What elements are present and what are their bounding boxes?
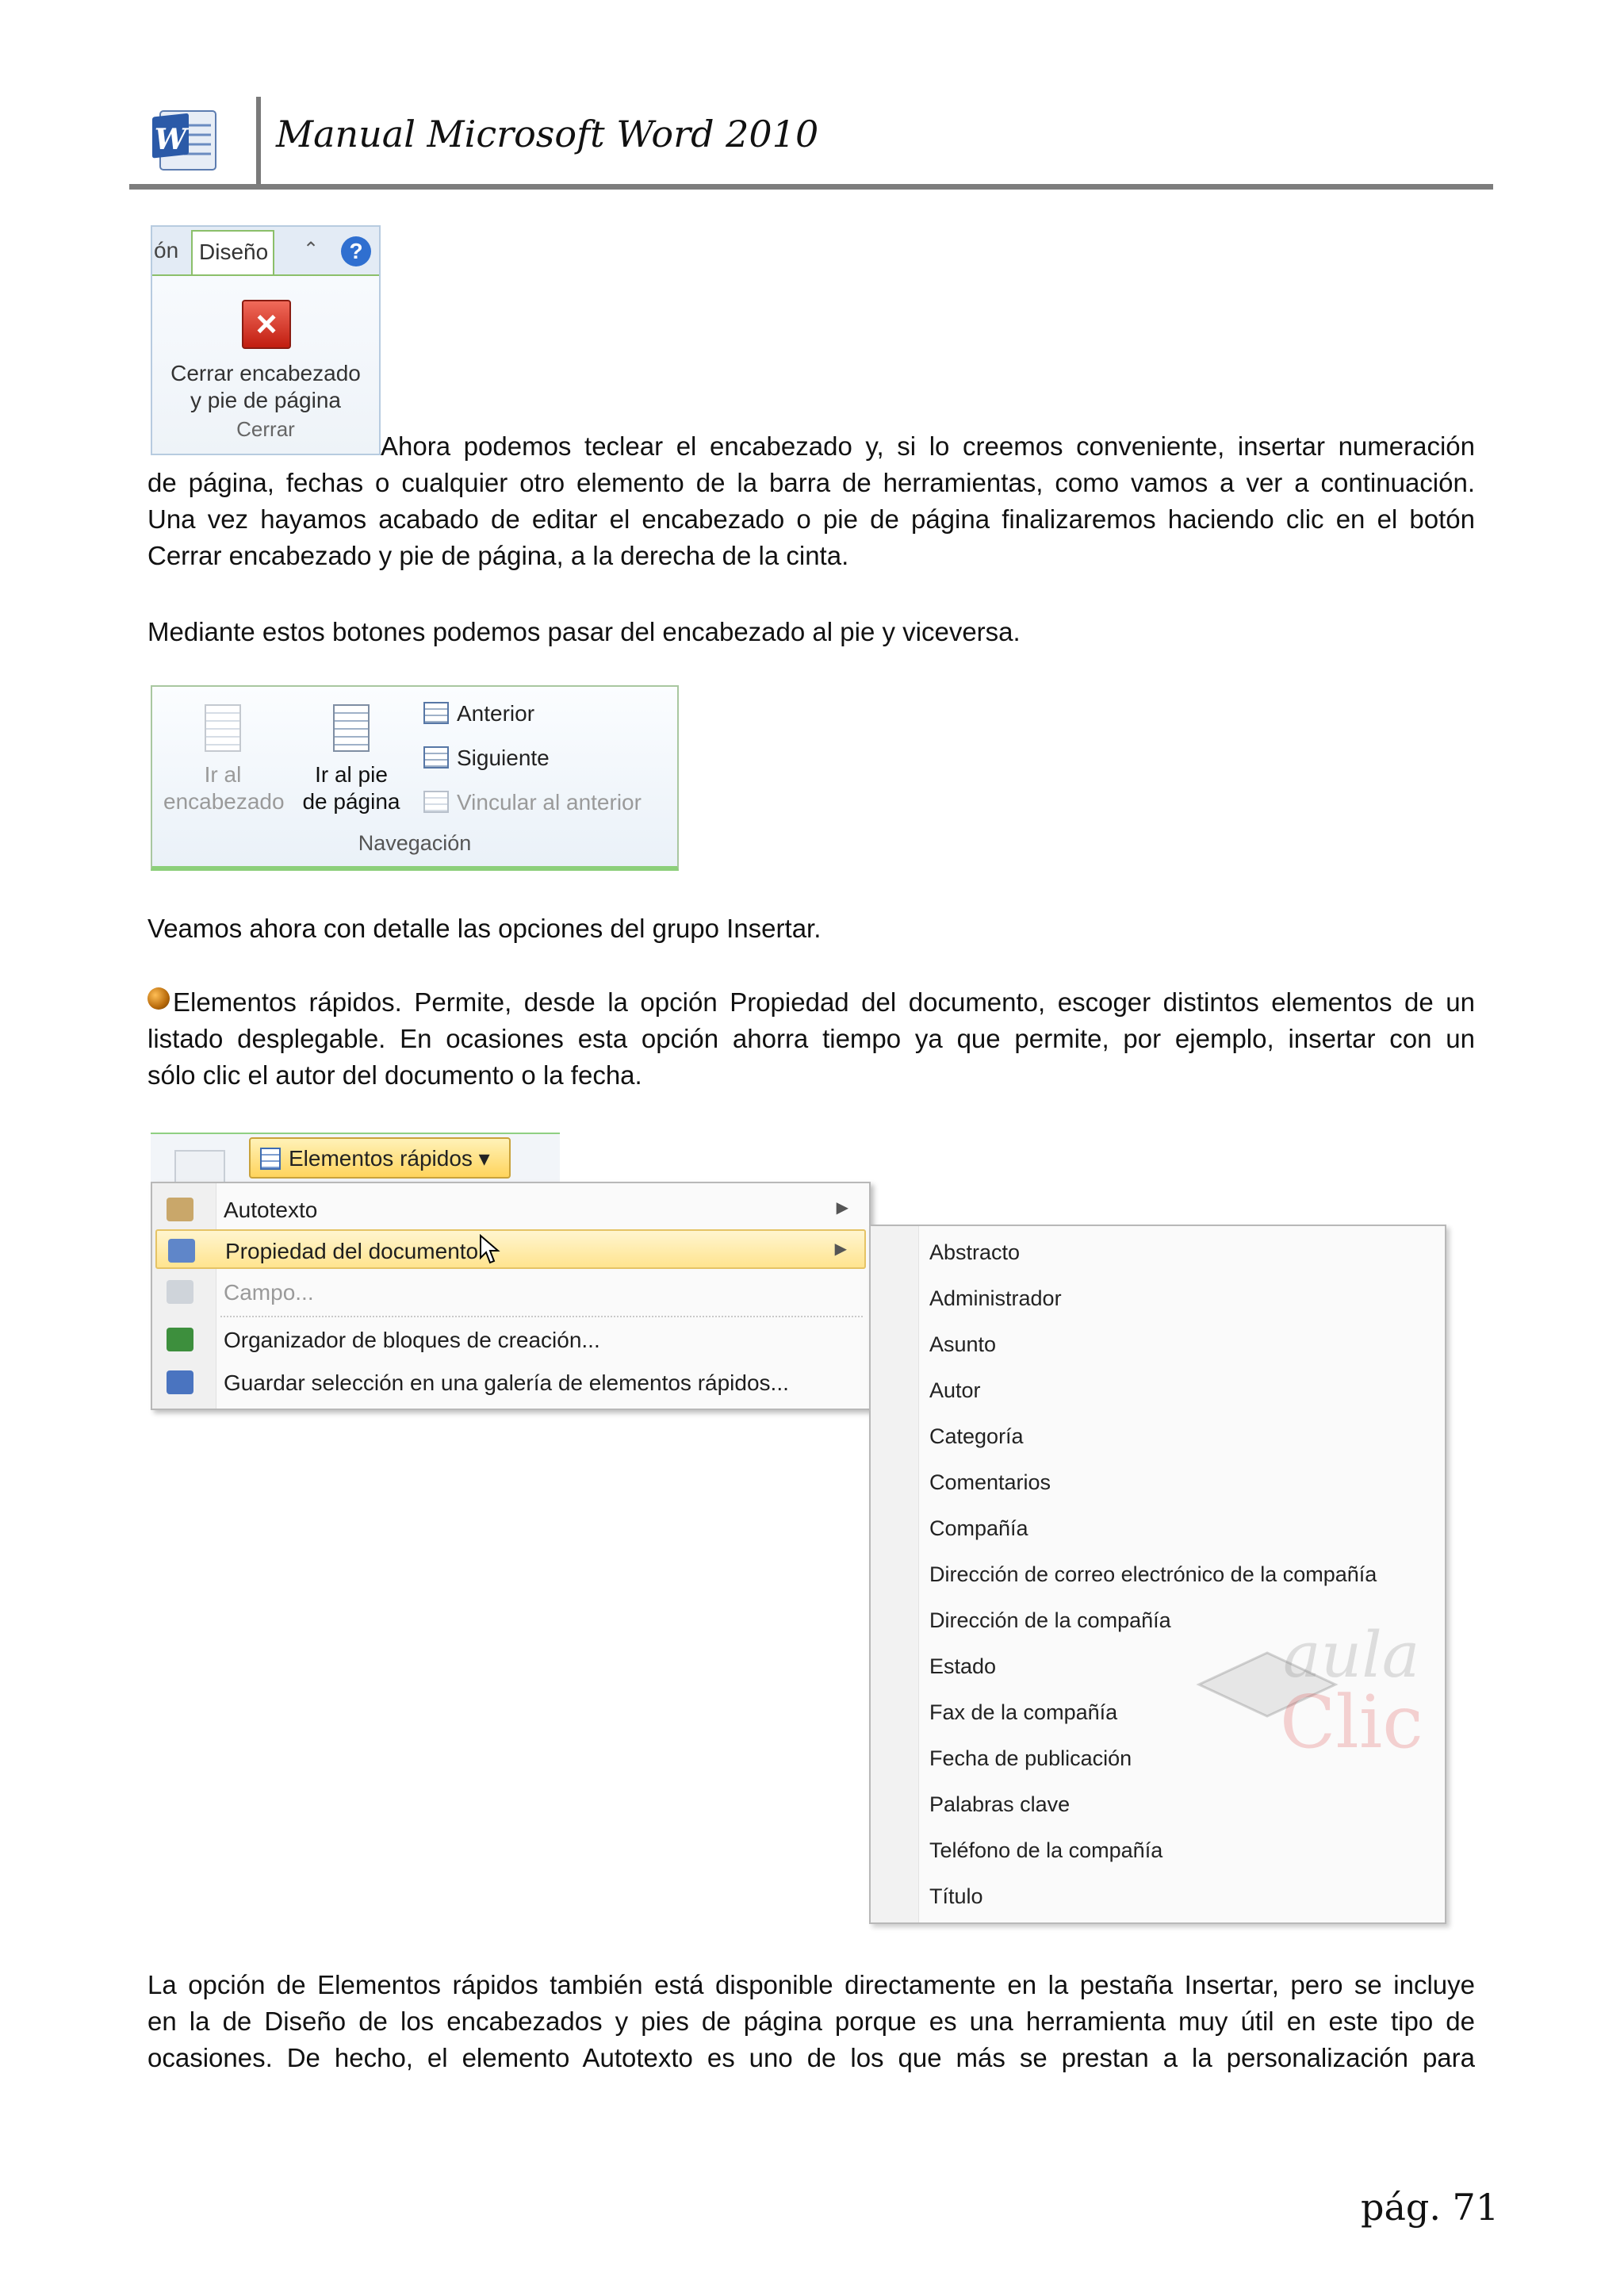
next-label: Siguiente [457,746,550,770]
document-property-submenu [869,1225,1446,1924]
menu-item-autotexto[interactable] [155,1190,866,1229]
menu-item-propiedad-documento[interactable] [155,1229,866,1269]
text-line: ocasiones. De hecho, el elemento Autotexto es uno de los que más se prestan a la personalización para [147,2043,1475,2072]
text-line: Una vez hayamos acabado de editar el encabezado o pie de página finalizaremos haciendo clic en el botón [147,504,1475,534]
go-to-header-line2: encabezado [163,789,285,814]
watermark-aula: aula [1283,1618,1420,1692]
next-section-icon [423,746,449,769]
paragraph-1 [147,465,1475,574]
previous-button[interactable] [423,701,534,726]
document-property-icon [168,1239,195,1263]
paragraph-5 [147,1967,1475,2076]
text-line: listado desplegable. En ocasiones esta opción ahorra tiempo ya que permite, por ejemplo, insertar con un [147,1024,1475,1053]
field-icon [167,1280,193,1304]
text-line: Cerrar encabezado y pie de página, a la derecha de la cinta. [147,541,849,570]
submenu-item[interactable]: Título [929,1884,983,1908]
text-line: Elementos rápidos. Permite, desde la opción Propiedad del documento, escoger distintos elementos de un [173,987,1475,1017]
link-to-previous-button[interactable] [423,790,642,815]
quick-parts-icon [260,1148,281,1170]
tab-diseno[interactable]: Diseño [191,230,274,274]
tab-previous[interactable]: ón [154,238,179,263]
close-header-footer-icon[interactable]: × [242,300,291,349]
quick-parts-button[interactable]: Elementos rápidos ▾ [249,1137,511,1179]
submenu-item[interactable]: Palabras clave [929,1792,1071,1816]
help-icon[interactable]: ? [341,236,371,266]
text-line: en la de Diseño de los encabezados y pies de página porque es una herramienta muy útil en este tipo de [147,2007,1475,2036]
text-line: Mediante estos botones podemos pasar del encabezado al pie y viceversa. [147,617,1021,646]
submenu-arrow-icon: ▶ [834,1240,847,1258]
previous-section-icon [423,702,449,724]
link-to-previous-label: Vincular al anterior [457,790,642,815]
paragraph-4 [147,984,1475,1094]
text-line: sólo clic el autor del documento o la fecha. [147,1060,642,1090]
go-to-header-button[interactable] [163,704,285,815]
bullet-icon [147,987,170,1010]
menu-item-label: Guardar selección en una galería de elementos rápidos... [224,1370,789,1395]
text-line: Veamos ahora con detalle las opciones del grupo Insertar. [147,914,822,943]
submenu-item[interactable]: Compañía [929,1516,1028,1540]
word-logo-icon [149,103,222,176]
submenu-item[interactable]: Fecha de publicación [929,1746,1132,1770]
submenu-item[interactable]: Categoría [929,1424,1024,1448]
submenu-gutter [871,1226,919,1922]
go-to-footer-button[interactable] [292,704,411,815]
next-button[interactable] [423,746,550,771]
navigation-group-screenshot [151,685,679,871]
menu-separator [220,1316,863,1317]
go-to-footer-line1: Ir al pie [315,762,388,787]
paragraph-3 [147,910,1475,947]
menu-item-campo[interactable] [155,1272,866,1312]
aulaclic-watermark [1196,1618,1434,1777]
submenu-item[interactable]: Asunto [929,1332,997,1356]
close-header-footer-button[interactable] [152,360,379,414]
submenu-item[interactable]: Fax de la compañía [929,1700,1118,1724]
text-line: Ahora podemos teclear el encabezado y, si lo creemos conveniente, insertar numeración [381,431,1475,461]
ribbon-design-screenshot [151,225,381,455]
menu-item-label: Autotexto [224,1198,318,1222]
menu-item-label: Propiedad del documento [225,1239,479,1263]
close-button-line2: y pie de página [190,388,341,412]
group-label-cerrar: Cerrar [236,417,295,441]
document-title: Manual Microsoft Word 2010 [276,113,819,155]
submenu-item[interactable]: Autor [929,1378,981,1402]
mouse-cursor-icon [479,1234,503,1266]
close-button-line1: Cerrar encabezado [170,361,361,385]
minimize-ribbon-icon[interactable]: ⌃ [303,239,320,260]
page-number: pág. 71 [1361,2186,1500,2229]
submenu-item[interactable]: Comentarios [929,1470,1051,1494]
autotext-icon [167,1198,193,1221]
header-divider [256,97,261,186]
menu-item-label: Organizador de bloques de creación... [224,1328,600,1352]
watermark-clic: Clic [1280,1680,1423,1765]
save-selection-icon [167,1370,193,1394]
link-icon [423,791,449,813]
submenu-item[interactable]: Estado [929,1654,997,1678]
quick-parts-dropdown [151,1182,871,1410]
submenu-item[interactable]: Administrador [929,1286,1062,1310]
building-blocks-icon [167,1328,193,1351]
text-line: La opción de Elementos rápidos también está disponible directamente en la pestaña Insertar, pero se incluye [147,1970,1475,1999]
date-icon [174,1150,225,1185]
go-to-footer-line2: de página [302,789,400,814]
submenu-item[interactable]: Teléfono de la compañía [929,1838,1163,1862]
menu-item-organizador[interactable] [155,1320,866,1359]
go-to-header-line1: Ir al [204,762,242,787]
submenu-item[interactable]: Dirección de correo electrónico de la compañía [929,1562,1377,1586]
footer-page-icon [333,704,370,752]
paragraph-2 [147,614,1475,650]
submenu-item[interactable]: Abstracto [929,1240,1021,1264]
header-rule [129,184,1493,190]
paragraph-1-line-1 [381,428,1475,465]
submenu-arrow-icon: ▶ [836,1199,848,1217]
svg-text:W: W [154,123,187,156]
header-page-icon [205,704,241,752]
text-line: de página, fechas o cualquier otro elemento de la barra de herramientas, como vamos a ver a continuación. [147,468,1475,497]
quick-parts-menu-screenshot [151,1133,1448,1926]
submenu-item[interactable]: Dirección de la compañía [929,1608,1171,1632]
group-label-navegacion: Navegación [358,831,472,855]
menu-item-guardar-seleccion[interactable] [155,1363,866,1402]
previous-label: Anterior [457,701,535,726]
menu-item-label: Campo... [224,1280,314,1305]
quick-parts-label: Elementos rápidos [289,1146,473,1171]
